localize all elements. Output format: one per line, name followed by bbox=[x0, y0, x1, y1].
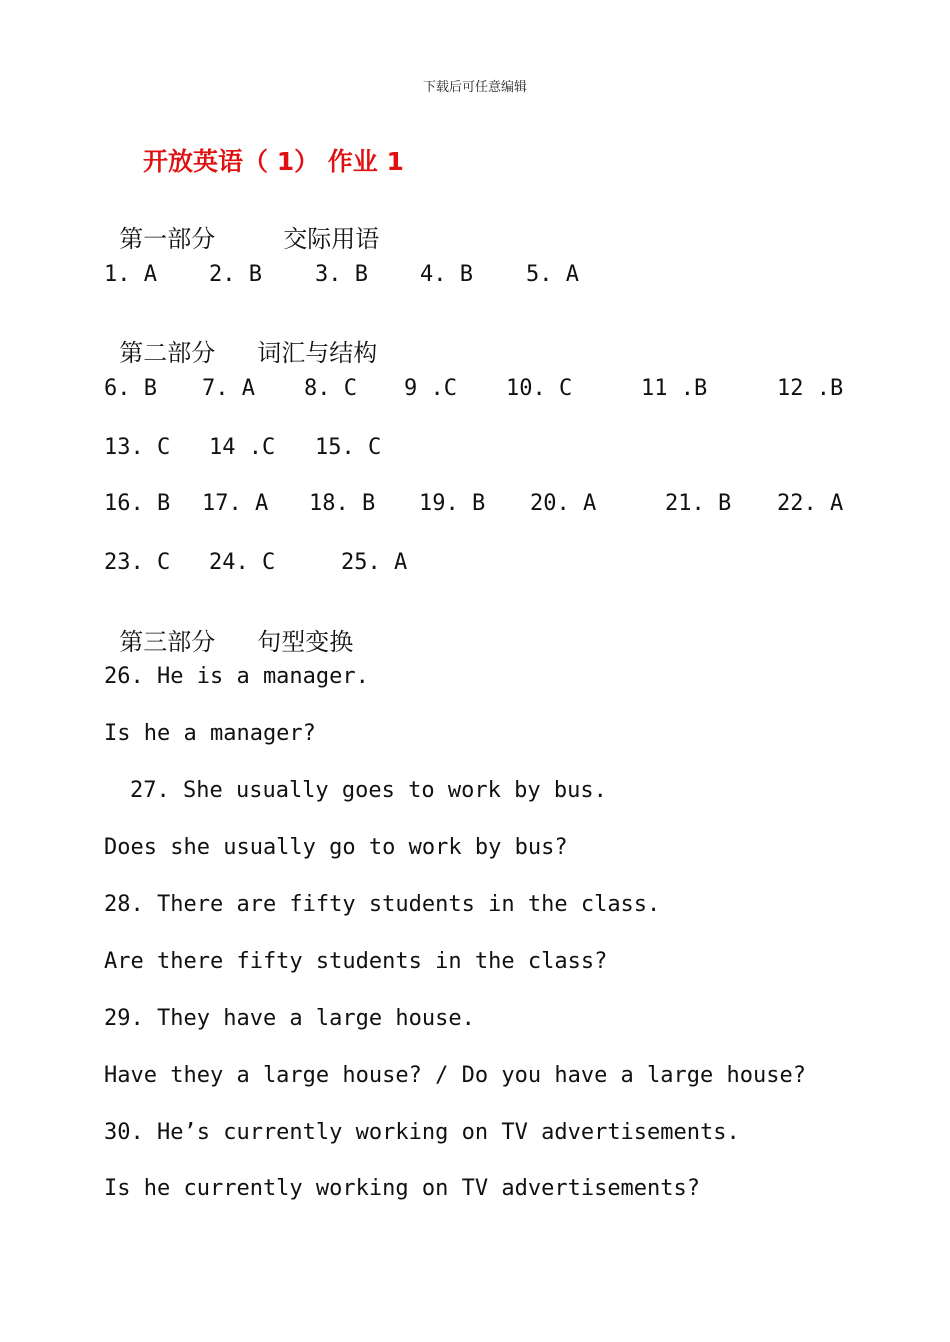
section-name: 句型变换 bbox=[257, 628, 354, 656]
question-line: 30. He’s currently working on TV advertisements. bbox=[104, 1120, 740, 1145]
answer: 24. C bbox=[209, 550, 276, 575]
answer: 4. B bbox=[420, 262, 473, 287]
question-line: 26. He is a manager. bbox=[104, 664, 369, 689]
section-heading-part2 bbox=[104, 317, 377, 365]
answer: 13. C bbox=[104, 435, 171, 460]
question-line: 28. There are fifty students in the class. bbox=[104, 892, 661, 917]
section-heading-part1 bbox=[104, 203, 379, 251]
page-header: 下载后可任意编辑 bbox=[422, 80, 527, 95]
section-number: 第三部分 bbox=[119, 628, 216, 656]
section-number: 第二部分 bbox=[119, 339, 216, 367]
answer: 22. A bbox=[777, 491, 844, 516]
section-name: 词汇与结构 bbox=[257, 339, 378, 367]
answer-line: Have they a large house? / Do you have a large house? bbox=[104, 1063, 806, 1088]
section-name: 交际用语 bbox=[283, 225, 380, 253]
answer: 15. C bbox=[315, 435, 382, 460]
answer: 16. B bbox=[104, 491, 171, 516]
answer: 18. B bbox=[309, 491, 376, 516]
answer: 14 .C bbox=[209, 435, 276, 460]
answer-line: Is he currently working on TV advertisements? bbox=[104, 1176, 701, 1201]
answer: 1. A bbox=[104, 262, 157, 287]
question-line: 27. She usually goes to work by bus. bbox=[130, 778, 607, 803]
answer: 21. B bbox=[665, 491, 732, 516]
answer: 25. A bbox=[341, 550, 408, 575]
answer-line: Are there fifty students in the class? bbox=[104, 949, 608, 974]
answer: 5. A bbox=[526, 262, 579, 287]
answer: 6. B bbox=[104, 376, 157, 401]
answer: 2. B bbox=[209, 262, 262, 287]
document-title: 开放英语（ 1） 作业 1 bbox=[143, 147, 404, 176]
section-number: 第一部分 bbox=[119, 225, 216, 253]
question-line: 29. They have a large house. bbox=[104, 1006, 475, 1031]
answer: 11 .B bbox=[641, 376, 708, 401]
answer: 8. C bbox=[304, 376, 357, 401]
answer: 19. B bbox=[419, 491, 486, 516]
answer: 12 .B bbox=[777, 376, 844, 401]
answer: 20. A bbox=[530, 491, 597, 516]
answer: 10. C bbox=[506, 376, 573, 401]
answer: 23. C bbox=[104, 550, 171, 575]
answer: 7. A bbox=[202, 376, 255, 401]
answer: 9 .C bbox=[404, 376, 457, 401]
answer: 3. B bbox=[315, 262, 368, 287]
section-heading-part3 bbox=[104, 606, 353, 654]
answer-line: Is he a manager? bbox=[104, 721, 316, 746]
answer-line: Does she usually go to work by bus? bbox=[104, 835, 568, 860]
answer: 17. A bbox=[202, 491, 269, 516]
